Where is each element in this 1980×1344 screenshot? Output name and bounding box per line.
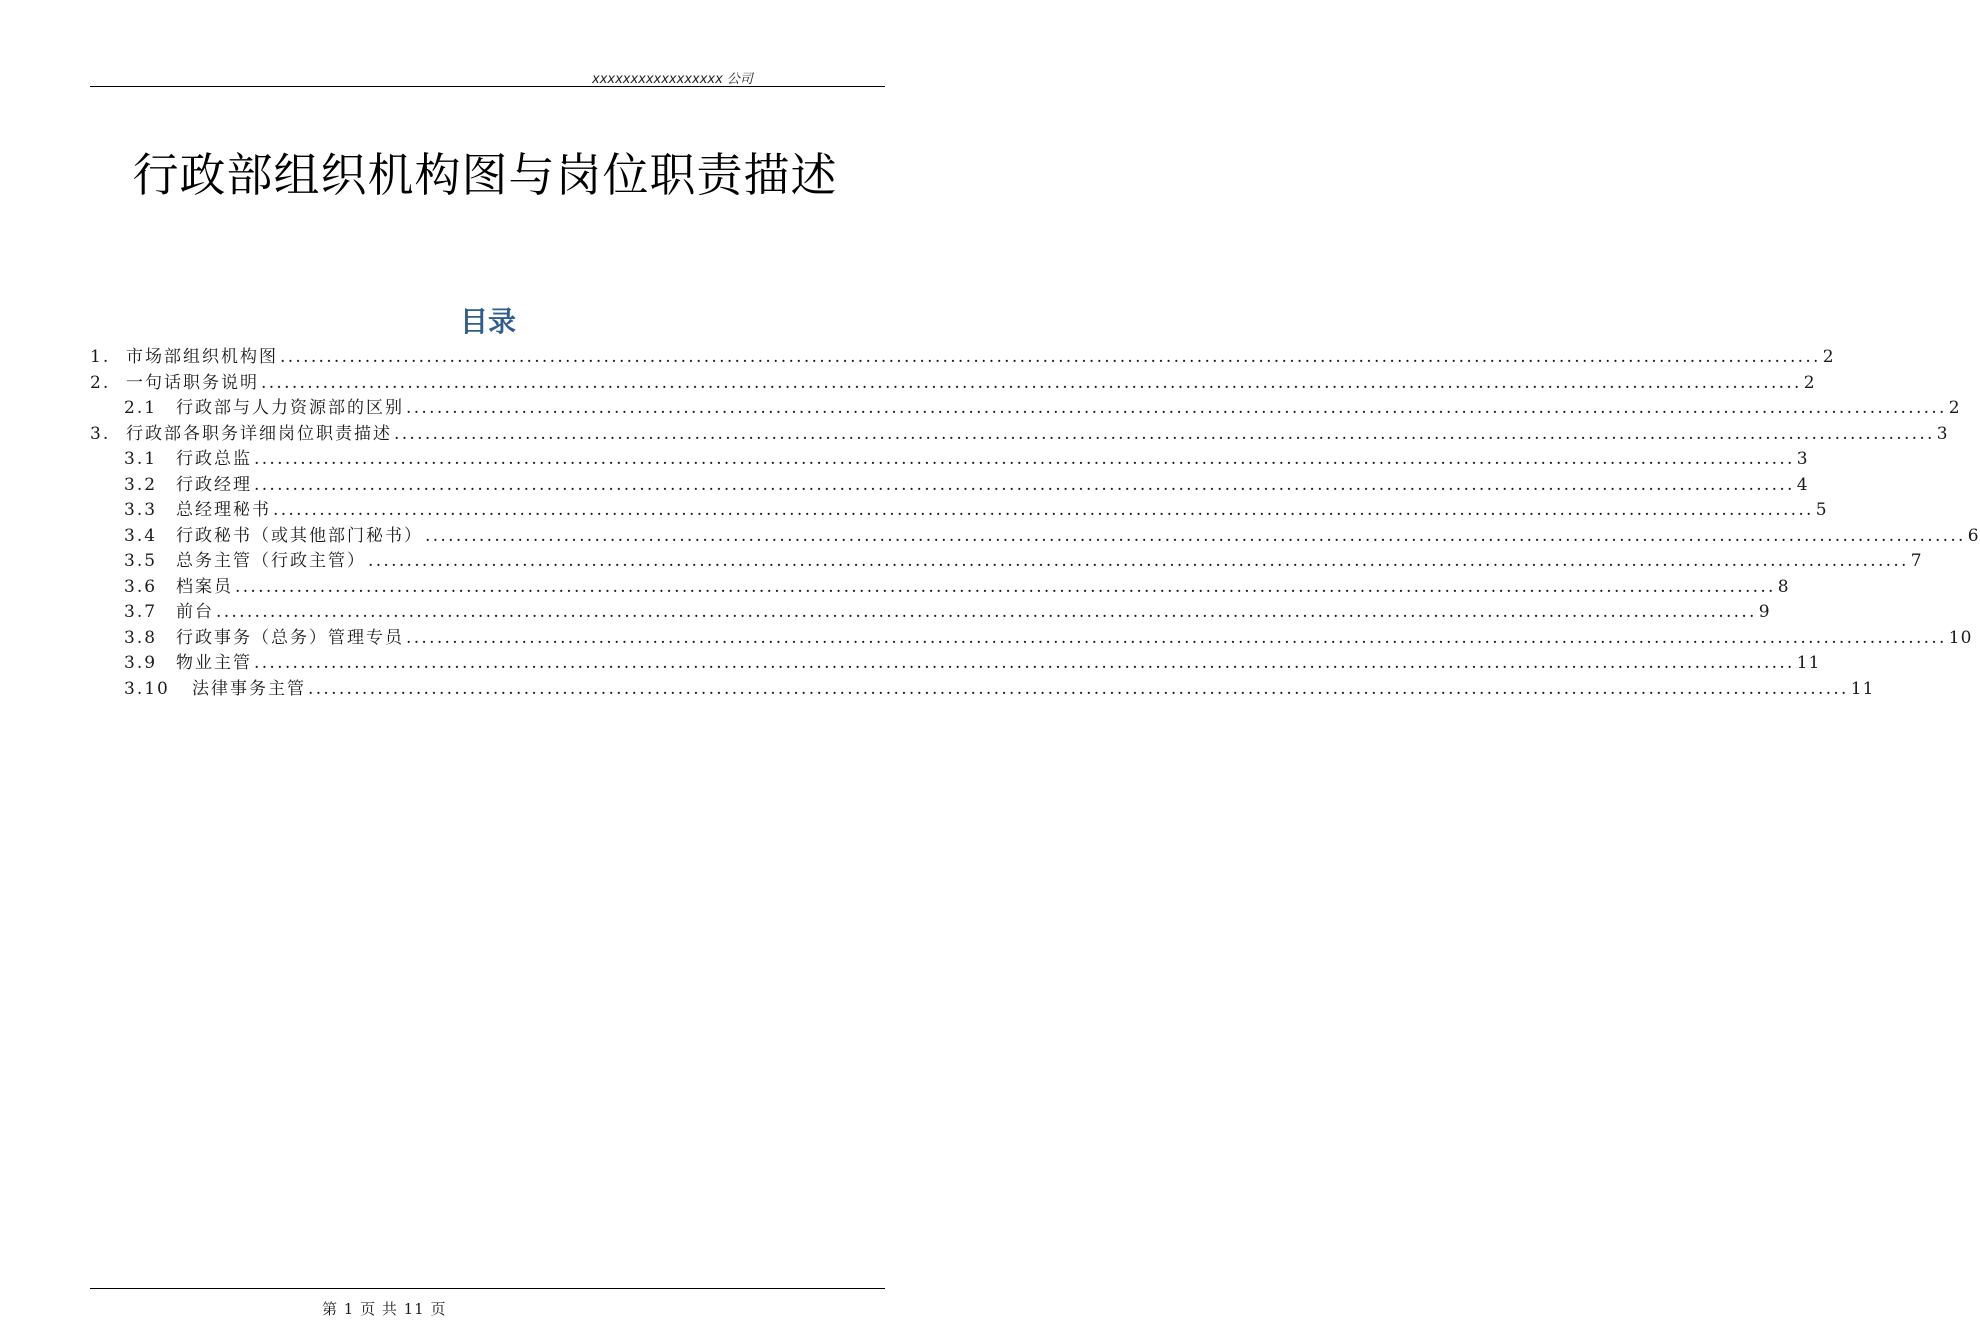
toc-entry-page: 3 xyxy=(1796,449,1809,469)
toc-entry-number: 3.5 xyxy=(124,551,158,571)
toc-entry-label[interactable]: 总经理秘书 xyxy=(176,500,271,520)
toc-entry-number: 2. xyxy=(90,372,111,393)
toc-entry-page: 2 xyxy=(1822,347,1835,367)
toc-dot-leader: ........................................................................................................................................................................................................ xyxy=(308,678,1849,699)
toc-entry-number: 3.3 xyxy=(124,500,158,520)
toc-entry-number: 1. xyxy=(90,347,111,367)
toc-heading: 目录 xyxy=(459,305,516,338)
toc-entry-page: 2 xyxy=(1948,398,1961,418)
toc-entry-page: 10 xyxy=(1948,627,1973,648)
toc-dot-leader: ........................................................................................................................................................................................................ xyxy=(280,347,1821,367)
toc-entry[interactable] xyxy=(90,444,1809,470)
toc-entry-number: 3.6 xyxy=(124,576,158,597)
toc-entry-label[interactable]: 一句话职务说明 xyxy=(126,372,259,393)
toc-entry-number: 3.8 xyxy=(124,627,158,648)
toc-entry[interactable] xyxy=(90,572,1790,598)
toc-entry-page: 6 xyxy=(1967,525,1980,546)
toc-dot-leader: ........................................................................................................................................................................................................ xyxy=(254,449,1795,469)
toc-entry[interactable] xyxy=(90,419,1949,445)
footer-divider xyxy=(90,1288,885,1289)
toc-entry-page: 11 xyxy=(1850,678,1875,699)
document-title: 行政部组织机构图与岗位职责描述 xyxy=(132,147,838,202)
toc-entry-label[interactable]: 行政部各职务详细岗位职责描述 xyxy=(126,423,392,444)
toc-entry-label[interactable]: 行政经理 xyxy=(176,474,252,495)
toc-entry[interactable] xyxy=(90,368,1816,394)
toc-entry[interactable] xyxy=(90,495,1828,521)
toc-entry[interactable] xyxy=(90,648,1821,674)
toc-entry-number: 3.2 xyxy=(124,474,158,495)
toc-entry-label[interactable]: 前台 xyxy=(176,602,214,622)
toc-entry-number: 3.4 xyxy=(124,525,158,546)
toc-entry-page: 2 xyxy=(1803,372,1816,393)
toc-dot-leader: ........................................................................................................................................................................................................ xyxy=(368,551,1909,571)
toc-entry[interactable] xyxy=(90,623,1973,649)
toc-entry-page: 4 xyxy=(1796,474,1809,495)
toc-dot-leader: ........................................................................................................................................................................................................ xyxy=(216,602,1757,622)
toc-entry-number: 3.10 xyxy=(124,678,170,699)
toc-entry[interactable] xyxy=(90,597,1771,623)
header-company-name: xxxxxxxxxxxxxxxxx 公司 xyxy=(592,72,753,87)
toc-entry-page: 7 xyxy=(1910,551,1923,571)
toc-entry-label[interactable]: 行政部与人力资源部的区别 xyxy=(176,398,404,418)
footer-page-info: 第 1 页 共 11 页 xyxy=(322,1300,447,1318)
toc-dot-leader: ........................................................................................................................................................................................................ xyxy=(394,423,1935,444)
toc-entry-label[interactable]: 行政总监 xyxy=(176,449,252,469)
toc-entry-label[interactable]: 物业主管 xyxy=(176,653,252,673)
toc-dot-leader: ........................................................................................................................................................................................................ xyxy=(273,500,1814,520)
toc-entry-page: 11 xyxy=(1796,653,1821,673)
toc-entry-label[interactable]: 法律事务主管 xyxy=(192,678,306,699)
toc-dot-leader: ........................................................................................................................................................................................................ xyxy=(406,627,1947,648)
toc-entry-number: 2.1 xyxy=(124,398,158,418)
toc-entry[interactable] xyxy=(90,674,1875,700)
toc-entry-number: 3.1 xyxy=(124,449,158,469)
toc-dot-leader: ........................................................................................................................................................................................................ xyxy=(261,372,1802,393)
toc-entry-label[interactable]: 市场部组织机构图 xyxy=(126,347,278,367)
toc-entry-page: 5 xyxy=(1815,500,1828,520)
toc-entry-label[interactable]: 总务主管（行政主管） xyxy=(176,551,366,571)
toc-dot-leader: ........................................................................................................................................................................................................ xyxy=(406,398,1947,418)
toc-dot-leader: ........................................................................................................................................................................................................ xyxy=(425,525,1966,546)
toc-entry[interactable] xyxy=(90,470,1809,496)
toc-dot-leader: ........................................................................................................................................................................................................ xyxy=(254,474,1795,495)
toc-entry-page: 9 xyxy=(1758,602,1771,622)
toc-entry-page: 3 xyxy=(1936,423,1949,444)
toc-entry-number: 3.7 xyxy=(124,602,158,622)
header-divider xyxy=(90,86,885,87)
toc-dot-leader: ........................................................................................................................................................................................................ xyxy=(254,653,1795,673)
toc-entry[interactable] xyxy=(90,546,1923,572)
toc-entry-label[interactable]: 行政秘书（或其他部门秘书） xyxy=(176,525,423,546)
table-of-contents xyxy=(90,342,1980,699)
toc-entry-page: 8 xyxy=(1777,576,1790,597)
toc-entry-label[interactable]: 行政事务（总务）管理专员 xyxy=(176,627,404,648)
toc-entry[interactable] xyxy=(90,393,1961,419)
toc-entry-label[interactable]: 档案员 xyxy=(176,576,233,597)
toc-entry-number: 3. xyxy=(90,423,111,444)
toc-dot-leader: ........................................................................................................................................................................................................ xyxy=(235,576,1776,597)
toc-entry[interactable] xyxy=(90,521,1980,547)
toc-entry[interactable] xyxy=(90,342,1835,368)
toc-entry-number: 3.9 xyxy=(124,653,158,673)
